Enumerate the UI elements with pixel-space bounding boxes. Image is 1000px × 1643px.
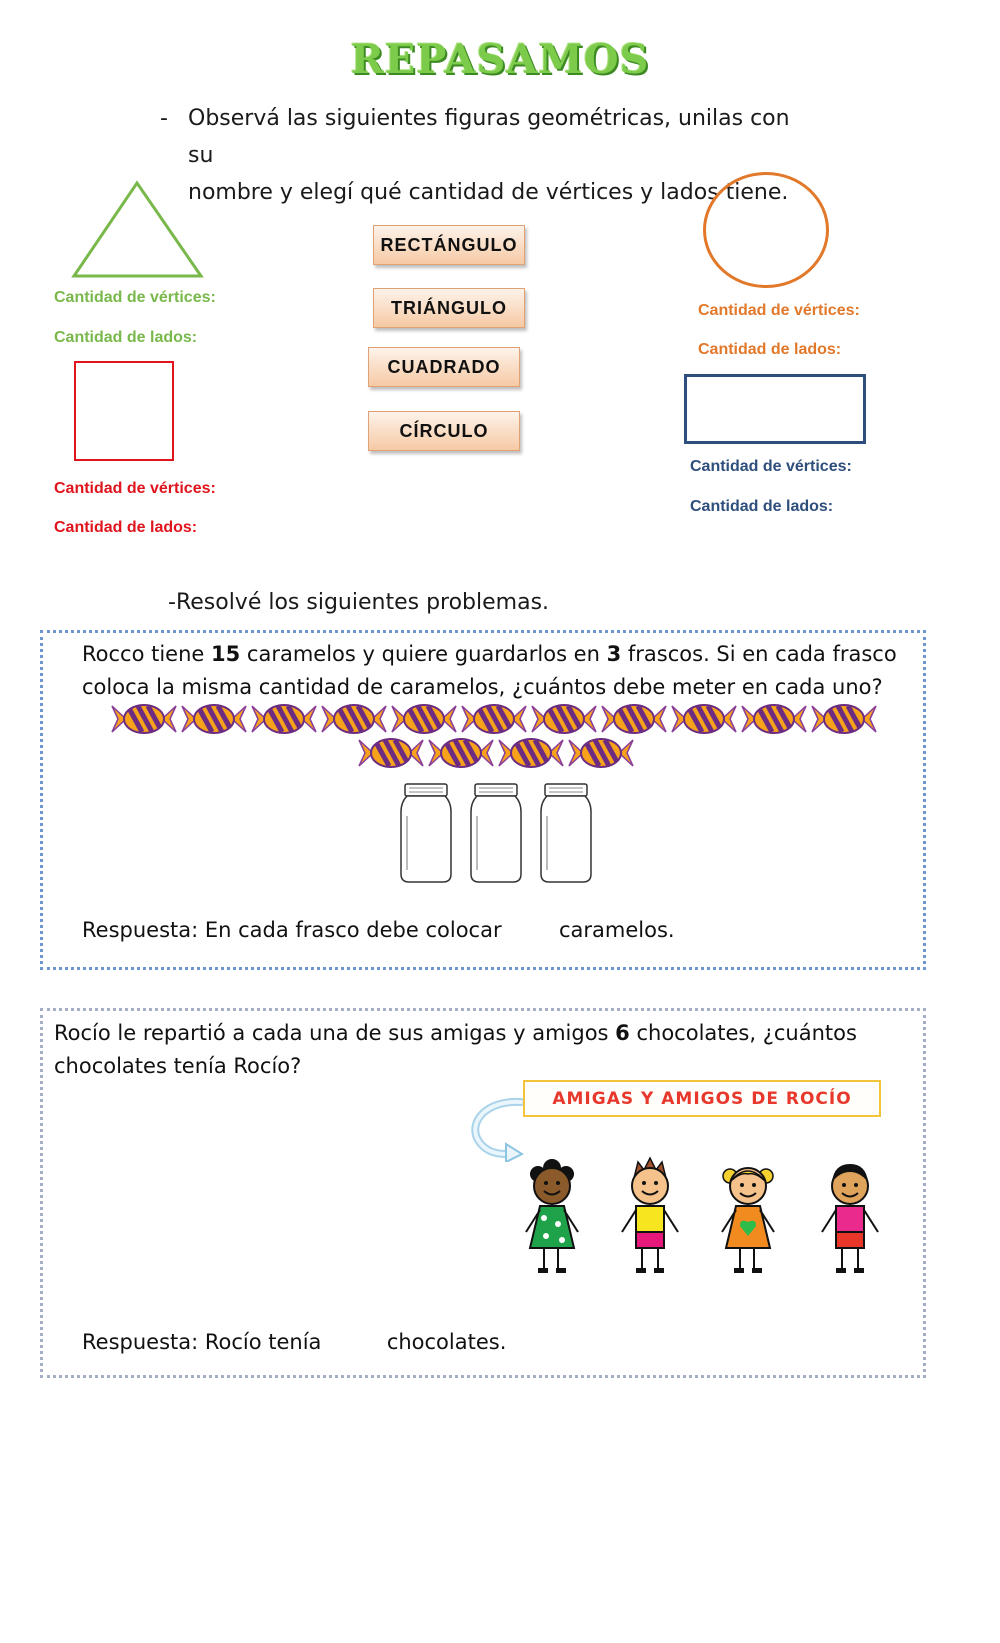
friend-2 xyxy=(622,1158,678,1273)
problem-1-text-c: frascos. Si en cada frasco xyxy=(621,642,897,666)
square-vertices-label: Cantidad de vértices: xyxy=(54,480,216,497)
candy-icon xyxy=(567,736,635,770)
jar-icon xyxy=(397,782,455,884)
friends-illustration xyxy=(506,1152,906,1278)
candy-icon xyxy=(250,702,318,736)
problem-1-line-2: coloca la misma cantidad de caramelos, ¿cuántos debe meter en cada uno? xyxy=(82,675,883,699)
problem-2-text-a: Rocío le repartió a cada una de sus amigas y amigos xyxy=(54,1021,616,1045)
square-sides-label: Cantidad de lados: xyxy=(54,519,198,536)
candy-icon xyxy=(600,702,668,736)
problem-1-jars-number: 3 xyxy=(606,642,622,666)
problem-2-answer-suffix: chocolates. xyxy=(386,1330,507,1354)
problem-2-line-1 xyxy=(54,1017,894,1050)
candy-icon xyxy=(357,736,425,770)
rectangle-vertices-label: Cantidad de vértices: xyxy=(690,458,852,475)
problem-2-chocolates-number: 6 xyxy=(615,1021,630,1045)
jar-icon xyxy=(467,782,525,884)
name-button-triangulo[interactable]: TRIÁNGULO xyxy=(373,288,525,328)
friend-4 xyxy=(822,1164,878,1273)
candy-icon xyxy=(180,702,248,736)
page-title: REPASAMOS xyxy=(350,36,650,83)
friend-1 xyxy=(526,1159,578,1273)
problem-2-line-2: chocolates tenía Rocío? xyxy=(54,1054,302,1078)
triangle-sides-label: Cantidad de lados: xyxy=(54,329,198,346)
candy-row-1 xyxy=(110,702,878,736)
rectangle-sides-label: Cantidad de lados: xyxy=(690,498,834,515)
problem-1-text-b: caramelos y quiere guardarlos en xyxy=(240,642,607,666)
problem-2-answer-input[interactable] xyxy=(328,1331,380,1355)
triangle-shape[interactable] xyxy=(70,180,206,280)
candy-icon xyxy=(427,736,495,770)
problem-1-answer-input[interactable] xyxy=(508,919,552,943)
candy-icon xyxy=(810,702,878,736)
problem-1-answer xyxy=(82,918,675,943)
friend-3 xyxy=(722,1168,774,1273)
circle-vertices-label: Cantidad de vértices: xyxy=(698,302,860,319)
circle-shape[interactable] xyxy=(703,172,829,288)
problem-1-answer-suffix: caramelos. xyxy=(559,918,675,942)
problem-1-answer-prefix: Respuesta: En cada frasco debe colocar xyxy=(82,918,502,942)
problem-1-candies-number: 15 xyxy=(211,642,241,666)
name-button-circulo[interactable]: CÍRCULO xyxy=(368,411,520,451)
problems-heading: -Resolvé los siguientes problemas. xyxy=(168,590,550,615)
problem-1-text xyxy=(82,638,902,704)
square-shape[interactable] xyxy=(74,361,174,461)
name-button-rectangulo[interactable]: RECTÁNGULO xyxy=(373,225,525,265)
candy-row-2 xyxy=(357,736,635,770)
candy-icon xyxy=(460,702,528,736)
candy-icon xyxy=(110,702,178,736)
candy-icon xyxy=(740,702,808,736)
candy-icon xyxy=(320,702,388,736)
problem-2-answer xyxy=(82,1330,506,1355)
candy-icon xyxy=(497,736,565,770)
problem-1-line-1 xyxy=(82,638,902,671)
circle-sides-label: Cantidad de lados: xyxy=(698,341,842,358)
jars-group xyxy=(397,782,595,884)
instruction-line-1: Observá las siguientes figuras geométricas, unilas con su xyxy=(188,106,790,168)
instruction-line-2: nombre y elegí qué cantidad de vértices y lados tiene. xyxy=(188,180,789,205)
name-button-cuadrado[interactable]: CUADRADO xyxy=(368,347,520,387)
triangle-vertices-label: Cantidad de vértices: xyxy=(54,289,216,306)
candy-icon xyxy=(530,702,598,736)
problem-2-text xyxy=(54,1017,894,1083)
problem-1-text-a: Rocco tiene xyxy=(82,642,212,666)
friends-banner: AMIGAS Y AMIGOS DE ROCÍO xyxy=(523,1080,881,1117)
problem-2-text-b: chocolates, ¿cuántos xyxy=(629,1021,857,1045)
candy-icon xyxy=(390,702,458,736)
rectangle-shape[interactable] xyxy=(684,374,866,444)
instruction-bullet: - xyxy=(160,106,168,131)
candy-icon xyxy=(670,702,738,736)
problem-2-answer-prefix: Respuesta: Rocío tenía xyxy=(82,1330,322,1354)
jar-icon xyxy=(537,782,595,884)
